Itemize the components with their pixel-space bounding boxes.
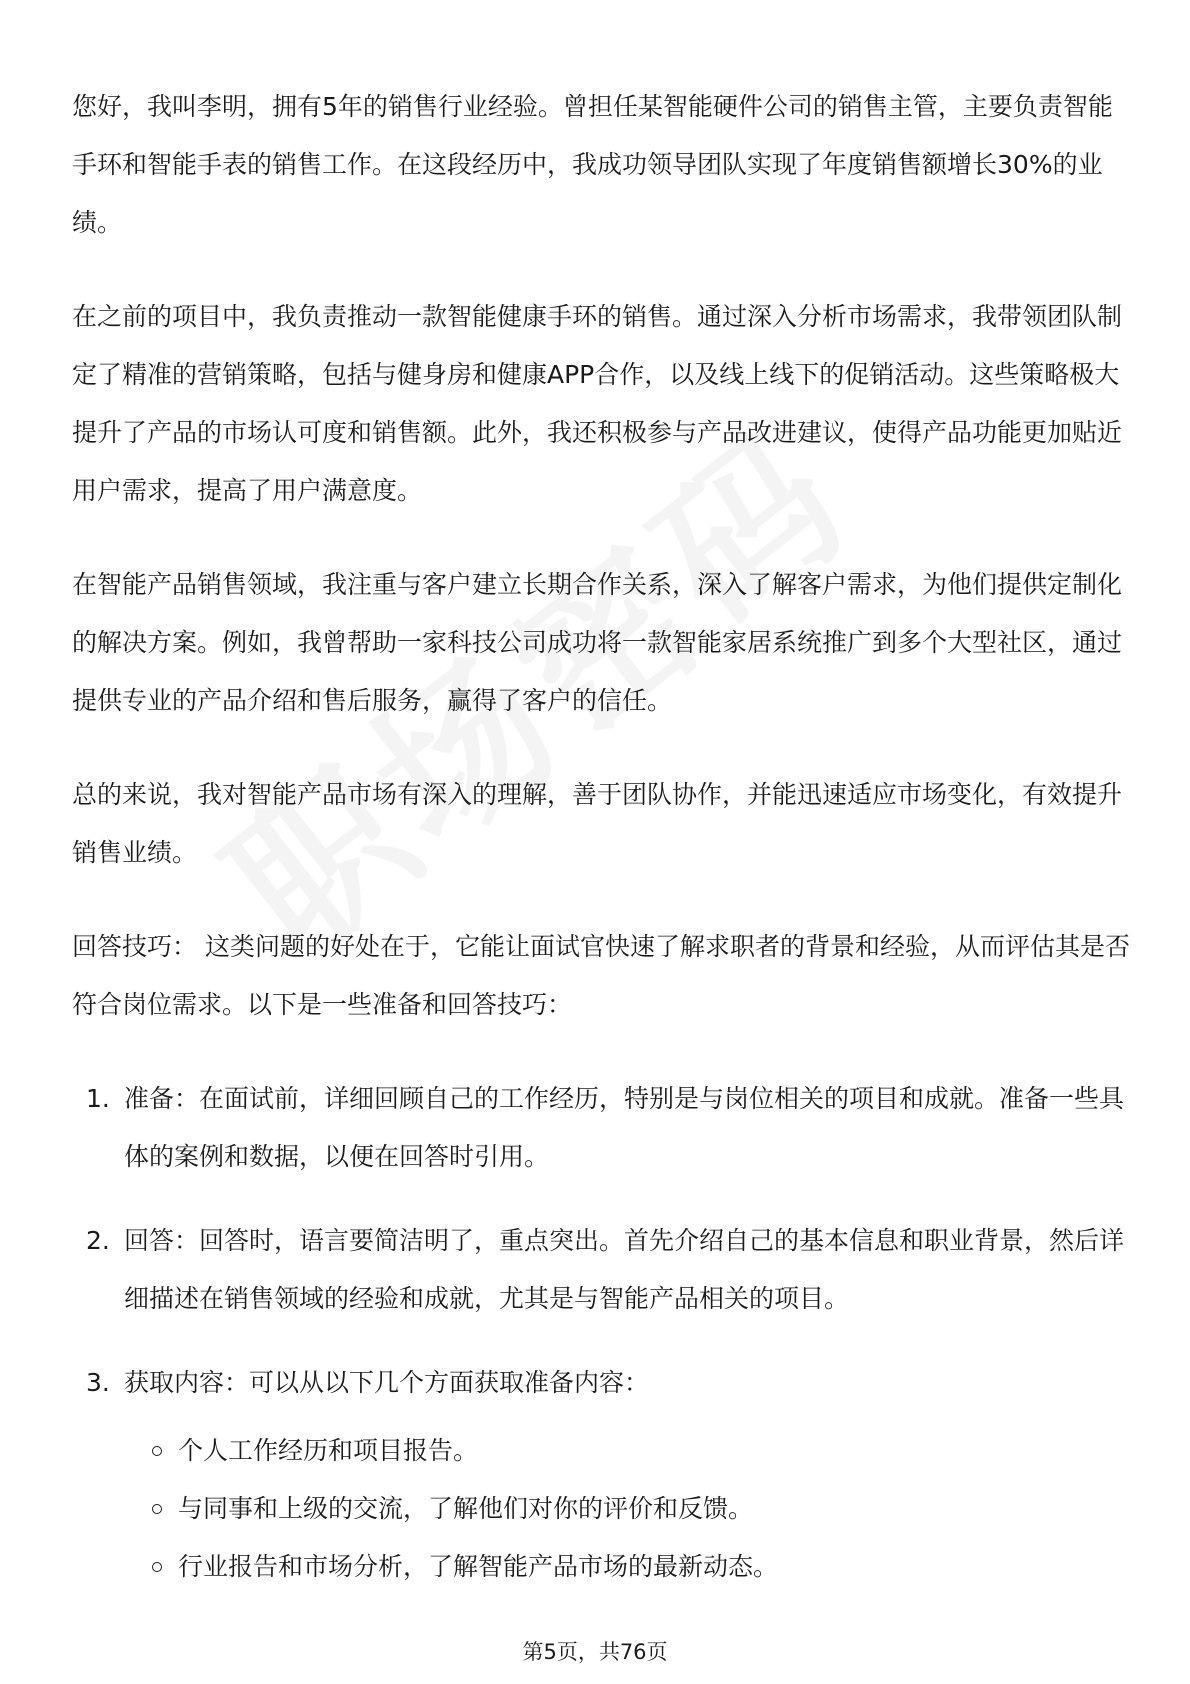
- list-item: [72, 1070, 1132, 1186]
- list-item: [72, 1354, 1132, 1596]
- paragraph-summary: 总的来说，我对智能产品市场有深入的理解，善于团队协作，并能迅速适应市场变化，有效提升销售业绩。: [72, 780, 1123, 867]
- paragraph-clients: 在智能产品销售领域，我注重与客户建立长期合作关系，深入了解客户需求，为他们提供定制化的解决方案。例如，我曾帮助一家科技公司成功将一款智能家居系统推广到多个大型社区，通过提供专业的产品介绍和售后服务，赢得了客户的信任。: [72, 570, 1123, 715]
- list-number: 1.: [86, 1084, 110, 1113]
- sub-list-item: [148, 1538, 1132, 1596]
- list-item-text: 回答：回答时，语言要简洁明了，重点突出。首先介绍自己的基本信息和职业背景，然后详细描述在销售领域的经验和成就，尤其是与智能产品相关的项目。: [124, 1226, 1125, 1313]
- sub-list-item: [148, 1480, 1132, 1538]
- paragraph-project: 在之前的项目中，我负责推动一款智能健康手环的销售。通过深入分析市场需求，我带领团队制定了精准的营销策略，包括与健身房和健康APP合作，以及线上线下的促销活动。这些策略极大提升了产品的市场认可度和销售额。此外，我还积极参与产品改进建议，使得产品功能更加贴近用户需求，提高了用户满意度。: [72, 302, 1123, 505]
- list-item-text: 获取内容：可以从以下几个方面获取准备内容：: [124, 1368, 650, 1397]
- list-item-text: 准备：在面试前，详细回顾自己的工作经历，特别是与岗位相关的项目和成就。准备一些具体的案例和数据，以便在回答时引用。: [124, 1084, 1125, 1171]
- list-number: 3.: [86, 1368, 110, 1397]
- list-number: 2.: [86, 1226, 110, 1255]
- sub-list: [124, 1422, 1132, 1596]
- sub-list-item-text: 个人工作经历和项目报告。: [178, 1436, 479, 1465]
- tips-list: [72, 1070, 1132, 1596]
- sub-list-item-text: 与同事和上级的交流，了解他们对你的评价和反馈。: [178, 1494, 754, 1523]
- paragraph-intro: 您好，我叫李明，拥有5年的销售行业经验。曾担任某智能硬件公司的销售主管，主要负责智能手环和智能手表的销售工作。在这段经历中，我成功领导团队实现了年度销售额增长30%的业绩。: [72, 92, 1113, 237]
- page-number-footer: 第5页，共76页: [522, 1640, 668, 1664]
- sub-list-item: [148, 1422, 1132, 1480]
- circle-bullet-icon: [152, 1562, 162, 1572]
- circle-bullet-icon: [152, 1446, 162, 1456]
- list-item: [72, 1212, 1132, 1328]
- sub-list-item-text: 行业报告和市场分析，了解智能产品市场的最新动态。: [178, 1552, 779, 1581]
- document-body: [72, 78, 1132, 1622]
- paragraph-tips-intro: 回答技巧： 这类问题的好处在于，它能让面试官快速了解求职者的背景和经验，从而评估其是否符合岗位需求。以下是一些准备和回答技巧：: [72, 932, 1130, 1019]
- circle-bullet-icon: [152, 1504, 162, 1514]
